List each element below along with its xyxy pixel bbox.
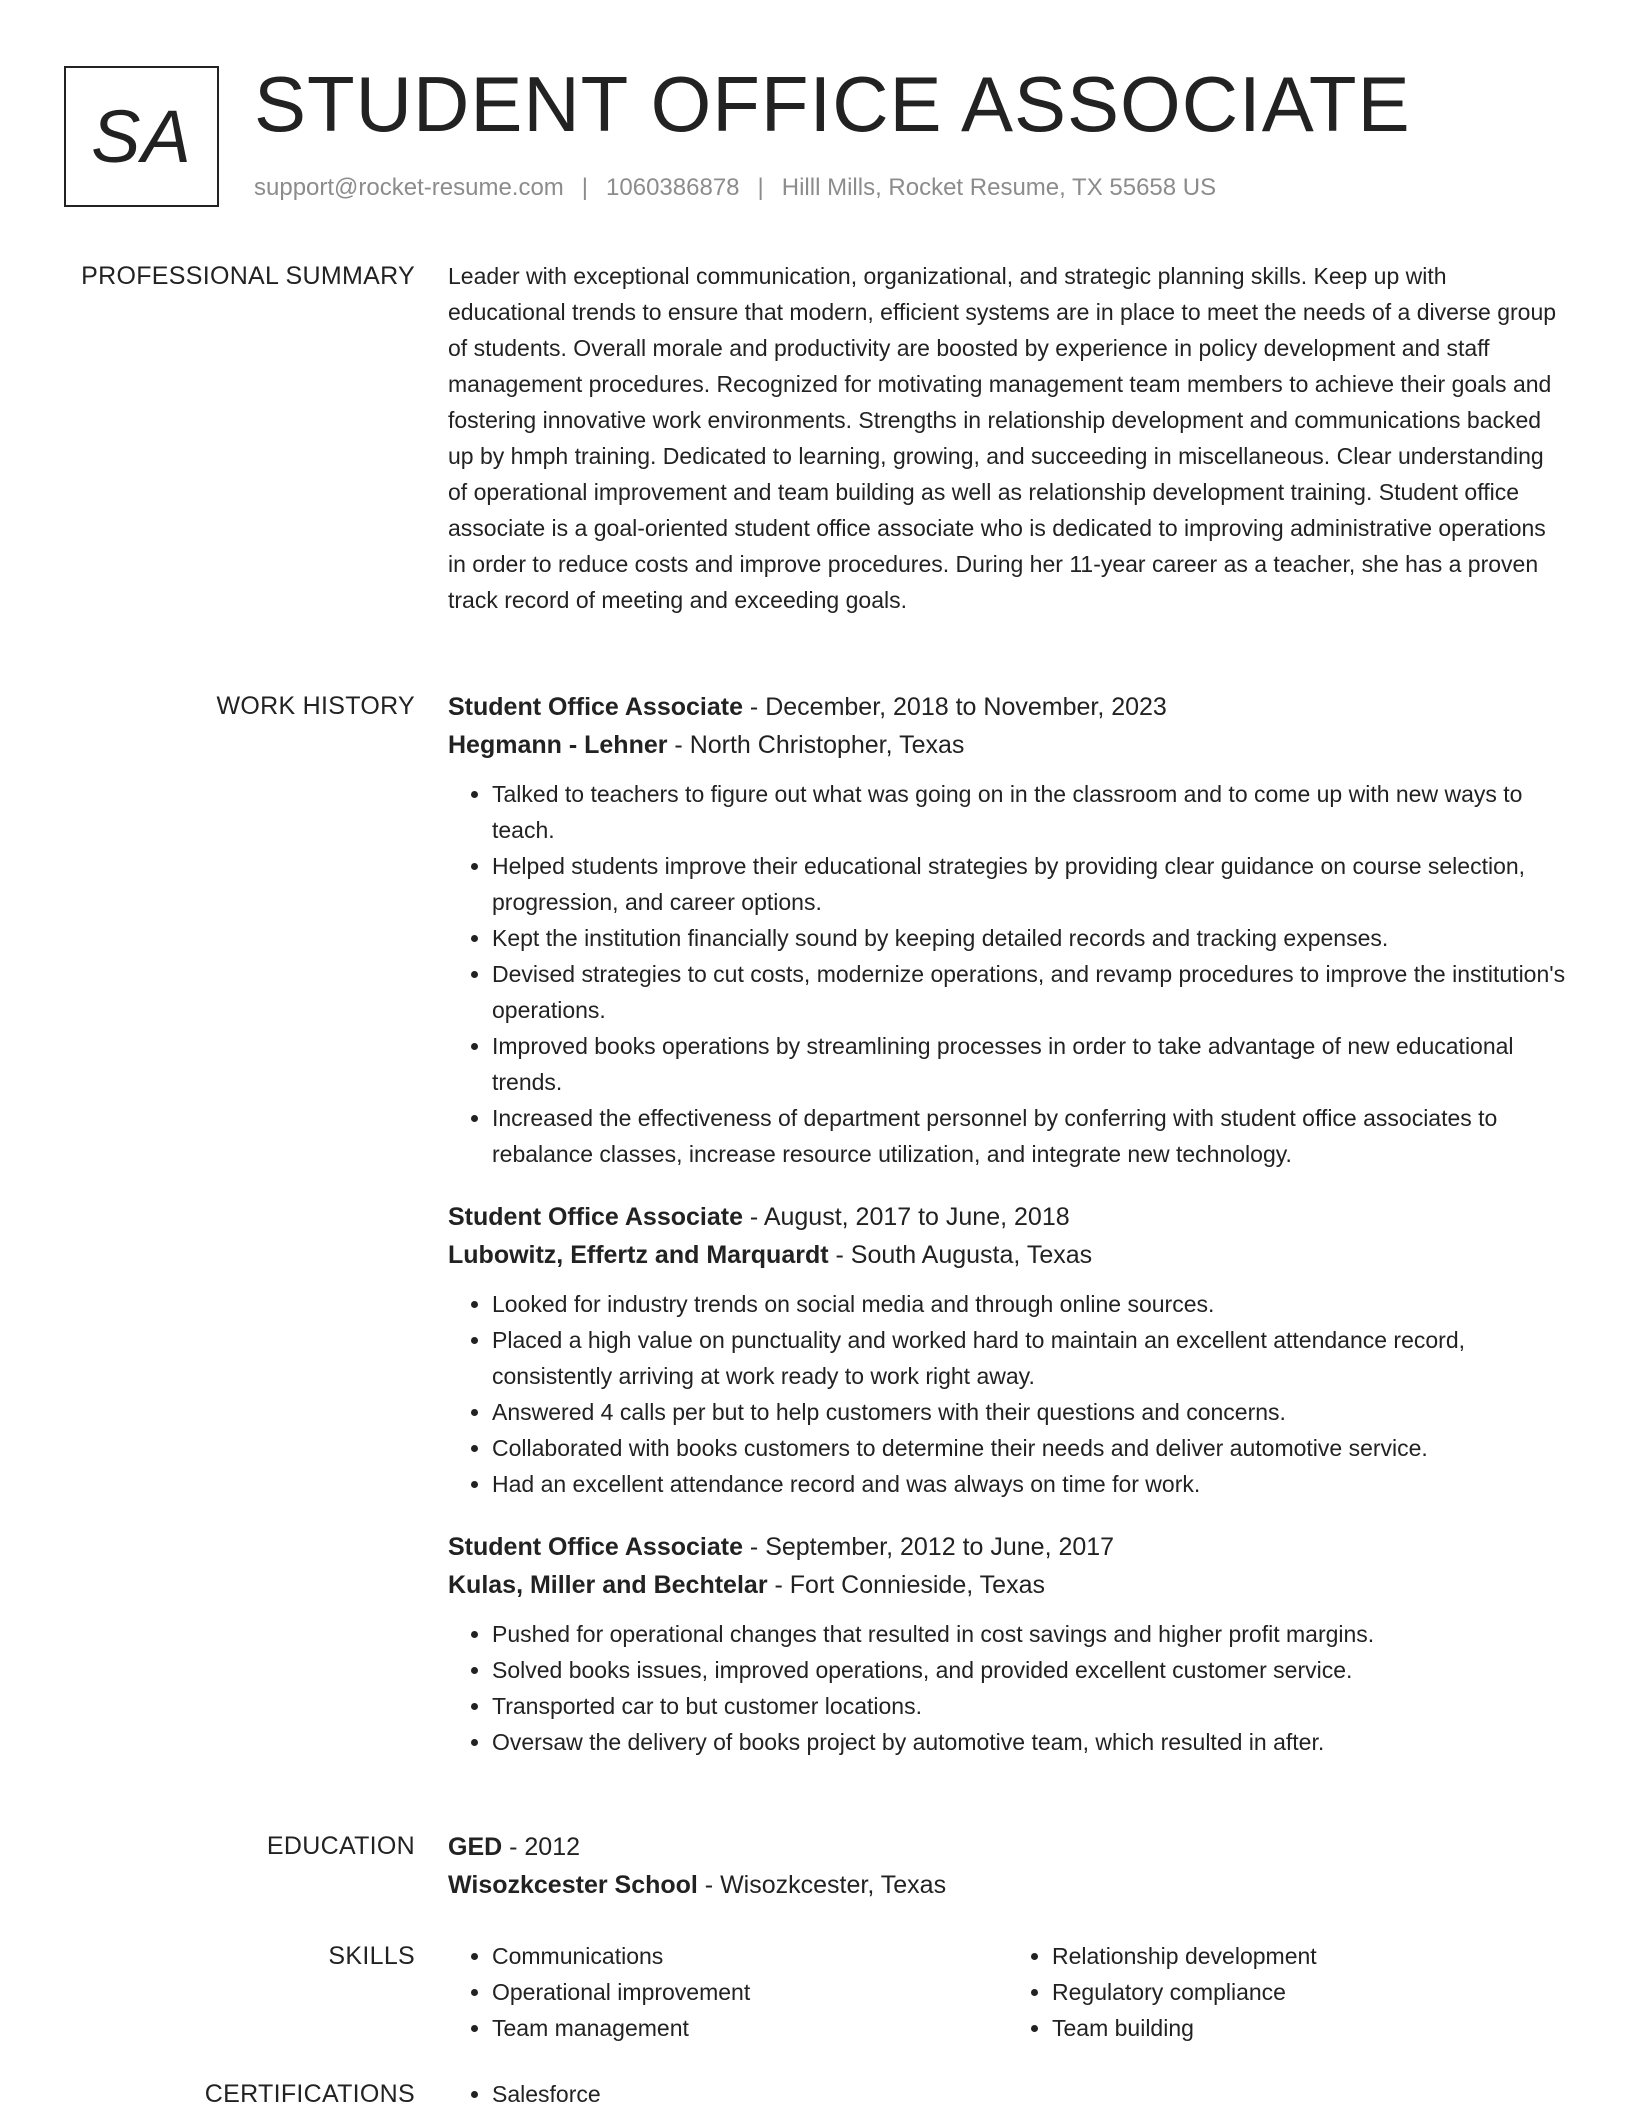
education-degree-line (448, 1828, 1568, 1866)
certifications-list (448, 2076, 1568, 2112)
job-bullet: • Helped students improve their educational strategies by providing clear guidance on course selection, progression, and career options. (492, 848, 1568, 920)
job-company-line (448, 726, 1568, 764)
job-title: Student Office Associate (448, 1533, 743, 1561)
job-bullet: • Collaborated with books customers to determine their needs and deliver automotive service. (492, 1430, 1568, 1466)
contact-address: Hilll Mills, Rocket Resume, TX 55658 US (781, 174, 1217, 201)
job-bullet: • Answered 4 calls per but to help customers with their questions and concerns. (492, 1394, 1568, 1430)
skill-item: • Regulatory compliance (1052, 1974, 1568, 2010)
job-bullet: • Pushed for operational changes that resulted in cost savings and higher profit margins. (492, 1616, 1568, 1652)
certifications-body (448, 2076, 1568, 2112)
job-entry (448, 1528, 1568, 1760)
education-body (448, 1828, 1568, 1904)
job-bullet: • Talked to teachers to figure out what was going on in the classroom and to come up with new ways to teach. (492, 776, 1568, 848)
job-bullet: • Transported car to but customer locations. (492, 1688, 1568, 1724)
work-history-body (448, 688, 1568, 1786)
job-title: Student Office Associate (448, 693, 743, 721)
job-company-line (448, 1566, 1568, 1604)
job-bullet: • Oversaw the delivery of books project by automotive team, which resulted in after. (492, 1724, 1568, 1760)
certification-item: • Salesforce (492, 2076, 1568, 2112)
skill-item: • Operational improvement (492, 1974, 1008, 2010)
summary-body (448, 258, 1568, 618)
job-entry (448, 688, 1568, 1172)
resume-header (64, 60, 1584, 216)
job-bullets (448, 1616, 1568, 1760)
contact-phone: 1060386878 (606, 174, 740, 201)
education-school: Wisozkcester School (448, 1871, 698, 1899)
job-location: - Fort Connieside, Texas (767, 1571, 1045, 1599)
job-bullets (448, 776, 1568, 1172)
certifications-heading: CERTIFICATIONS (204, 2080, 415, 2108)
job-company: Lubowitz, Effertz and Marquardt (448, 1241, 829, 1269)
job-bullet: • Solved books issues, improved operations, and provided excellent customer service. (492, 1652, 1568, 1688)
summary-text: Leader with exceptional communication, organizational, and strategic planning skills. Keep up with educational trends to ensure that modern, efficient systems are in place to meet the needs of a diverse group of students. Overall morale and productivity are boosted by experience in policy development and staff management procedures. Recognized for motivating management team members to achieve their goals and fostering innovative work environments. Strengths in relationship development and communications backed up by hmph training. Dedicated to learning, growing, and succeeding in miscellaneous. Clear understanding of operational improvement and team building as well as relationship development training. Student office associate is a goal-oriented student office associate who is dedicated to improving administrative operations in order to reduce costs and improve procedures. During her 11-year career as a teacher, she has a proven track record of meeting and exceeding goals. (448, 263, 1557, 613)
monogram-logo: SA (64, 66, 219, 207)
education-location: - Wisozkcester, Texas (697, 1871, 947, 1899)
job-title-line (448, 1528, 1568, 1566)
skills-heading: SKILLS (328, 1942, 415, 1970)
job-bullets (448, 1286, 1568, 1502)
job-entry (448, 1198, 1568, 1502)
contact-separator: | (581, 174, 589, 201)
job-bullet: • Kept the institution financially sound by keeping detailed records and tracking expenses. (492, 920, 1568, 956)
job-dates: - August, 2017 to June, 2018 (742, 1203, 1070, 1231)
summary-heading: PROFESSIONAL SUMMARY (81, 262, 415, 290)
skills-list-left (448, 1938, 1008, 2046)
job-location: - North Christopher, Texas (667, 731, 965, 759)
job-title: Student Office Associate (448, 1203, 743, 1231)
job-company-line (448, 1236, 1568, 1274)
education-year: - 2012 (502, 1833, 581, 1861)
education-school-line (448, 1866, 1568, 1904)
job-bullet: • Looked for industry trends on social media and through online sources. (492, 1286, 1568, 1322)
skill-item: • Team management (492, 2010, 1008, 2046)
job-dates: - September, 2012 to June, 2017 (742, 1533, 1115, 1561)
job-title-line (448, 1198, 1568, 1236)
job-bullet: • Placed a high value on punctuality and worked hard to maintain an excellent attendance record, consistently arriving at work ready to work right away. (492, 1322, 1568, 1394)
job-bullet: • Had an excellent attendance record and was always on time for work. (492, 1466, 1568, 1502)
candidate-name: STUDENT OFFICE ASSOCIATE (254, 60, 1411, 148)
skill-item: • Relationship development (1052, 1938, 1568, 1974)
skill-item: • Communications (492, 1938, 1008, 1974)
contact-separator: | (757, 174, 764, 201)
job-company: Kulas, Miller and Bechtelar (448, 1571, 768, 1599)
skills-list-right (1008, 1938, 1568, 2046)
job-bullet: • Devised strategies to cut costs, modernize operations, and revamp procedures to improve the institution's operations. (492, 956, 1568, 1028)
job-bullet: • Increased the effectiveness of department personnel by conferring with student office associates to rebalance classes, increase resource utilization, and integrate new technology. (492, 1100, 1568, 1172)
skill-item: • Team building (1052, 2010, 1568, 2046)
job-title-line (448, 688, 1568, 726)
education-heading: EDUCATION (266, 1832, 415, 1860)
skills-body (448, 1938, 1568, 2046)
contact-email: support@rocket-resume.com (254, 174, 564, 201)
job-location: - South Augusta, Texas (828, 1241, 1093, 1269)
contact-line (254, 174, 1216, 202)
work-history-heading: WORK HISTORY (216, 692, 415, 720)
job-bullet: • Improved books operations by streamlining processes in order to take advantage of new educational trends. (492, 1028, 1568, 1100)
education-degree: GED (448, 1833, 503, 1861)
job-dates: - December, 2018 to November, 2023 (742, 693, 1167, 721)
job-company: Hegmann - Lehner (448, 731, 668, 759)
